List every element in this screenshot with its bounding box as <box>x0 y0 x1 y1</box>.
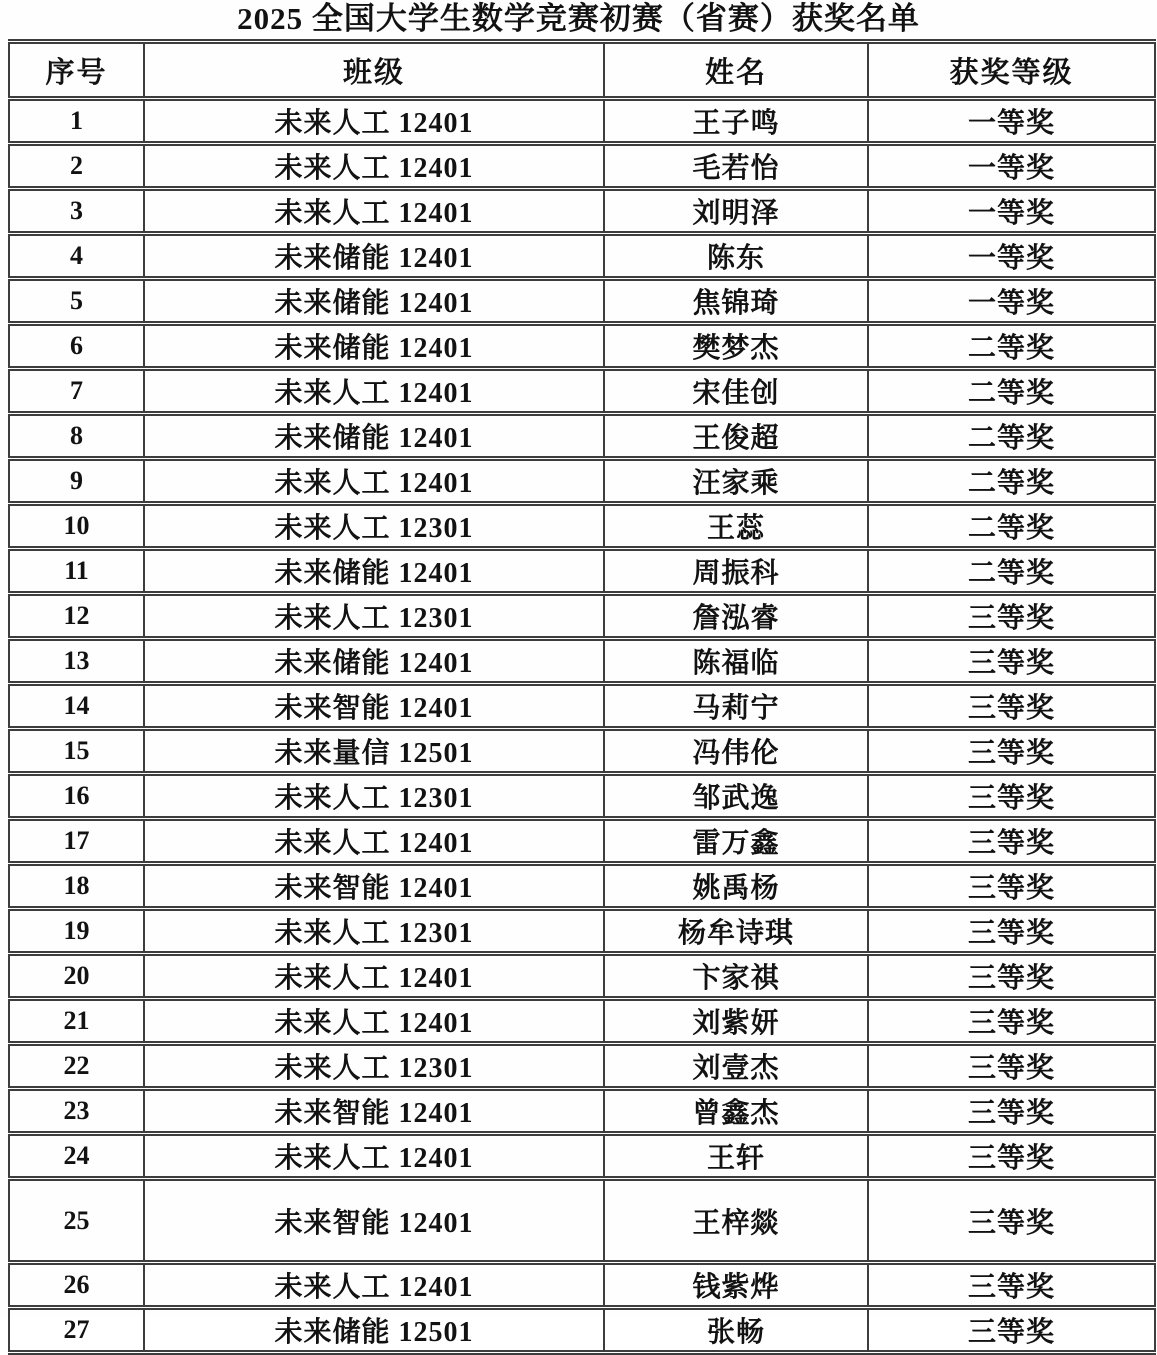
cell-no: 23 <box>9 1089 144 1134</box>
cell-award: 二等奖 <box>868 369 1155 414</box>
cell-award: 三等奖 <box>868 1308 1155 1353</box>
cell-name: 宋佳创 <box>604 369 868 414</box>
cell-award: 三等奖 <box>868 999 1155 1044</box>
table-row <box>9 369 1155 414</box>
cell-name: 冯伟伦 <box>604 729 868 774</box>
cell-class: 未来人工 12401 <box>144 954 604 999</box>
cell-no: 16 <box>9 774 144 819</box>
cell-no: 27 <box>9 1308 144 1353</box>
document-title: 2025 全国大学生数学竞赛初赛（省赛）获奖名单 <box>237 1 920 36</box>
cell-class: 未来人工 12301 <box>144 774 604 819</box>
cell-award: 三等奖 <box>868 909 1155 954</box>
cell-name: 王子鸣 <box>604 99 868 144</box>
cell-award: 一等奖 <box>868 189 1155 234</box>
cell-no: 2 <box>9 144 144 189</box>
cell-no: 7 <box>9 369 144 414</box>
cell-award: 二等奖 <box>868 414 1155 459</box>
cell-class: 未来智能 12401 <box>144 684 604 729</box>
cell-name: 陈福临 <box>604 639 868 684</box>
table-row <box>9 279 1155 324</box>
cell-name: 姚禹杨 <box>604 864 868 909</box>
cell-award: 三等奖 <box>868 819 1155 864</box>
cell-award: 一等奖 <box>868 99 1155 144</box>
header-name: 姓名 <box>604 42 868 99</box>
cell-award: 三等奖 <box>868 684 1155 729</box>
cell-no: 26 <box>9 1263 144 1308</box>
cell-class: 未来人工 12301 <box>144 594 604 639</box>
cell-no: 20 <box>9 954 144 999</box>
cell-name: 张畅 <box>604 1308 868 1353</box>
cell-no: 3 <box>9 189 144 234</box>
table-row <box>9 594 1155 639</box>
cell-award: 三等奖 <box>868 729 1155 774</box>
cell-class: 未来储能 12501 <box>144 1308 604 1353</box>
cell-no: 1 <box>9 99 144 144</box>
cell-award: 三等奖 <box>868 954 1155 999</box>
cell-name: 陈东 <box>604 234 868 279</box>
cell-award: 三等奖 <box>868 1089 1155 1134</box>
cell-award: 三等奖 <box>868 774 1155 819</box>
cell-class: 未来储能 12401 <box>144 414 604 459</box>
cell-class: 未来人工 12401 <box>144 459 604 504</box>
table-row <box>9 1263 1155 1308</box>
cell-class: 未来人工 12401 <box>144 1134 604 1179</box>
table-row <box>9 144 1155 189</box>
cell-award: 二等奖 <box>868 549 1155 594</box>
cell-class: 未来智能 12401 <box>144 1179 604 1263</box>
cell-class: 未来人工 12401 <box>144 369 604 414</box>
cell-name: 詹泓睿 <box>604 594 868 639</box>
cell-name: 王梓燚 <box>604 1179 868 1263</box>
table-row <box>9 549 1155 594</box>
cell-name: 刘明泽 <box>604 189 868 234</box>
cell-name: 雷万鑫 <box>604 819 868 864</box>
cell-award: 三等奖 <box>868 639 1155 684</box>
cell-class: 未来储能 12401 <box>144 324 604 369</box>
cell-no: 13 <box>9 639 144 684</box>
cell-class: 未来智能 12401 <box>144 864 604 909</box>
cell-name: 刘壹杰 <box>604 1044 868 1089</box>
table-row <box>9 414 1155 459</box>
cell-name: 王轩 <box>604 1134 868 1179</box>
cell-no: 5 <box>9 279 144 324</box>
cell-no: 15 <box>9 729 144 774</box>
cell-award: 一等奖 <box>868 279 1155 324</box>
table-row <box>9 1134 1155 1179</box>
table-row <box>9 459 1155 504</box>
table-row <box>9 819 1155 864</box>
table-row <box>9 1044 1155 1089</box>
cell-no: 10 <box>9 504 144 549</box>
cell-class: 未来人工 12301 <box>144 504 604 549</box>
cell-name: 钱紫烨 <box>604 1263 868 1308</box>
cell-name: 王蕊 <box>604 504 868 549</box>
table-row <box>9 1089 1155 1134</box>
cell-class: 未来人工 12401 <box>144 189 604 234</box>
cell-class: 未来人工 12401 <box>144 999 604 1044</box>
cell-class: 未来人工 12401 <box>144 99 604 144</box>
cell-name: 汪家乘 <box>604 459 868 504</box>
cell-class: 未来人工 12401 <box>144 819 604 864</box>
cell-award: 三等奖 <box>868 1179 1155 1263</box>
cell-no: 11 <box>9 549 144 594</box>
header-row <box>9 42 1155 99</box>
cell-no: 24 <box>9 1134 144 1179</box>
table-row <box>9 234 1155 279</box>
cell-award: 二等奖 <box>868 504 1155 549</box>
cell-award: 三等奖 <box>868 1134 1155 1179</box>
cell-class: 未来储能 12401 <box>144 639 604 684</box>
cell-name: 卞家祺 <box>604 954 868 999</box>
cell-award: 一等奖 <box>868 234 1155 279</box>
cell-name: 毛若怡 <box>604 144 868 189</box>
cell-name: 王俊超 <box>604 414 868 459</box>
cell-class: 未来人工 12301 <box>144 909 604 954</box>
header-no: 序号 <box>9 42 144 99</box>
header-class: 班级 <box>144 42 604 99</box>
cell-award: 二等奖 <box>868 459 1155 504</box>
table-row <box>9 774 1155 819</box>
cell-class: 未来人工 12401 <box>144 1263 604 1308</box>
cell-no: 6 <box>9 324 144 369</box>
cell-award: 三等奖 <box>868 1044 1155 1089</box>
cell-name: 焦锦琦 <box>604 279 868 324</box>
cell-name: 马莉宁 <box>604 684 868 729</box>
cell-class: 未来储能 12401 <box>144 234 604 279</box>
table-row <box>9 1308 1155 1353</box>
table-row <box>9 504 1155 549</box>
cell-name: 曾鑫杰 <box>604 1089 868 1134</box>
cell-award: 三等奖 <box>868 594 1155 639</box>
table-row <box>9 639 1155 684</box>
cell-class: 未来人工 12301 <box>144 1044 604 1089</box>
table-row <box>9 1179 1155 1263</box>
cell-award: 一等奖 <box>868 144 1155 189</box>
table-row <box>9 954 1155 999</box>
cell-class: 未来储能 12401 <box>144 549 604 594</box>
cell-no: 9 <box>9 459 144 504</box>
cell-class: 未来人工 12401 <box>144 144 604 189</box>
cell-no: 14 <box>9 684 144 729</box>
cell-no: 4 <box>9 234 144 279</box>
table-body <box>9 99 1155 1353</box>
cell-no: 8 <box>9 414 144 459</box>
header-award: 获奖等级 <box>868 42 1155 99</box>
table-row <box>9 324 1155 369</box>
cell-award: 三等奖 <box>868 1263 1155 1308</box>
cell-no: 17 <box>9 819 144 864</box>
table-row <box>9 189 1155 234</box>
cell-class: 未来储能 12401 <box>144 279 604 324</box>
table-row <box>9 864 1155 909</box>
table-row <box>9 684 1155 729</box>
cell-no: 22 <box>9 1044 144 1089</box>
table-row <box>9 909 1155 954</box>
cell-no: 21 <box>9 999 144 1044</box>
cell-no: 18 <box>9 864 144 909</box>
cell-name: 周振科 <box>604 549 868 594</box>
table-row <box>9 729 1155 774</box>
cell-name: 杨牟诗琪 <box>604 909 868 954</box>
cell-name: 刘紫妍 <box>604 999 868 1044</box>
cell-class: 未来量信 12501 <box>144 729 604 774</box>
cell-award: 二等奖 <box>868 324 1155 369</box>
cell-no: 19 <box>9 909 144 954</box>
cell-award: 三等奖 <box>868 864 1155 909</box>
cell-no: 25 <box>9 1179 144 1263</box>
cell-no: 12 <box>9 594 144 639</box>
table-row <box>9 99 1155 144</box>
cell-name: 樊梦杰 <box>604 324 868 369</box>
award-table <box>8 39 1156 1355</box>
cell-class: 未来智能 12401 <box>144 1089 604 1134</box>
cell-name: 邹武逸 <box>604 774 868 819</box>
table-row <box>9 999 1155 1044</box>
